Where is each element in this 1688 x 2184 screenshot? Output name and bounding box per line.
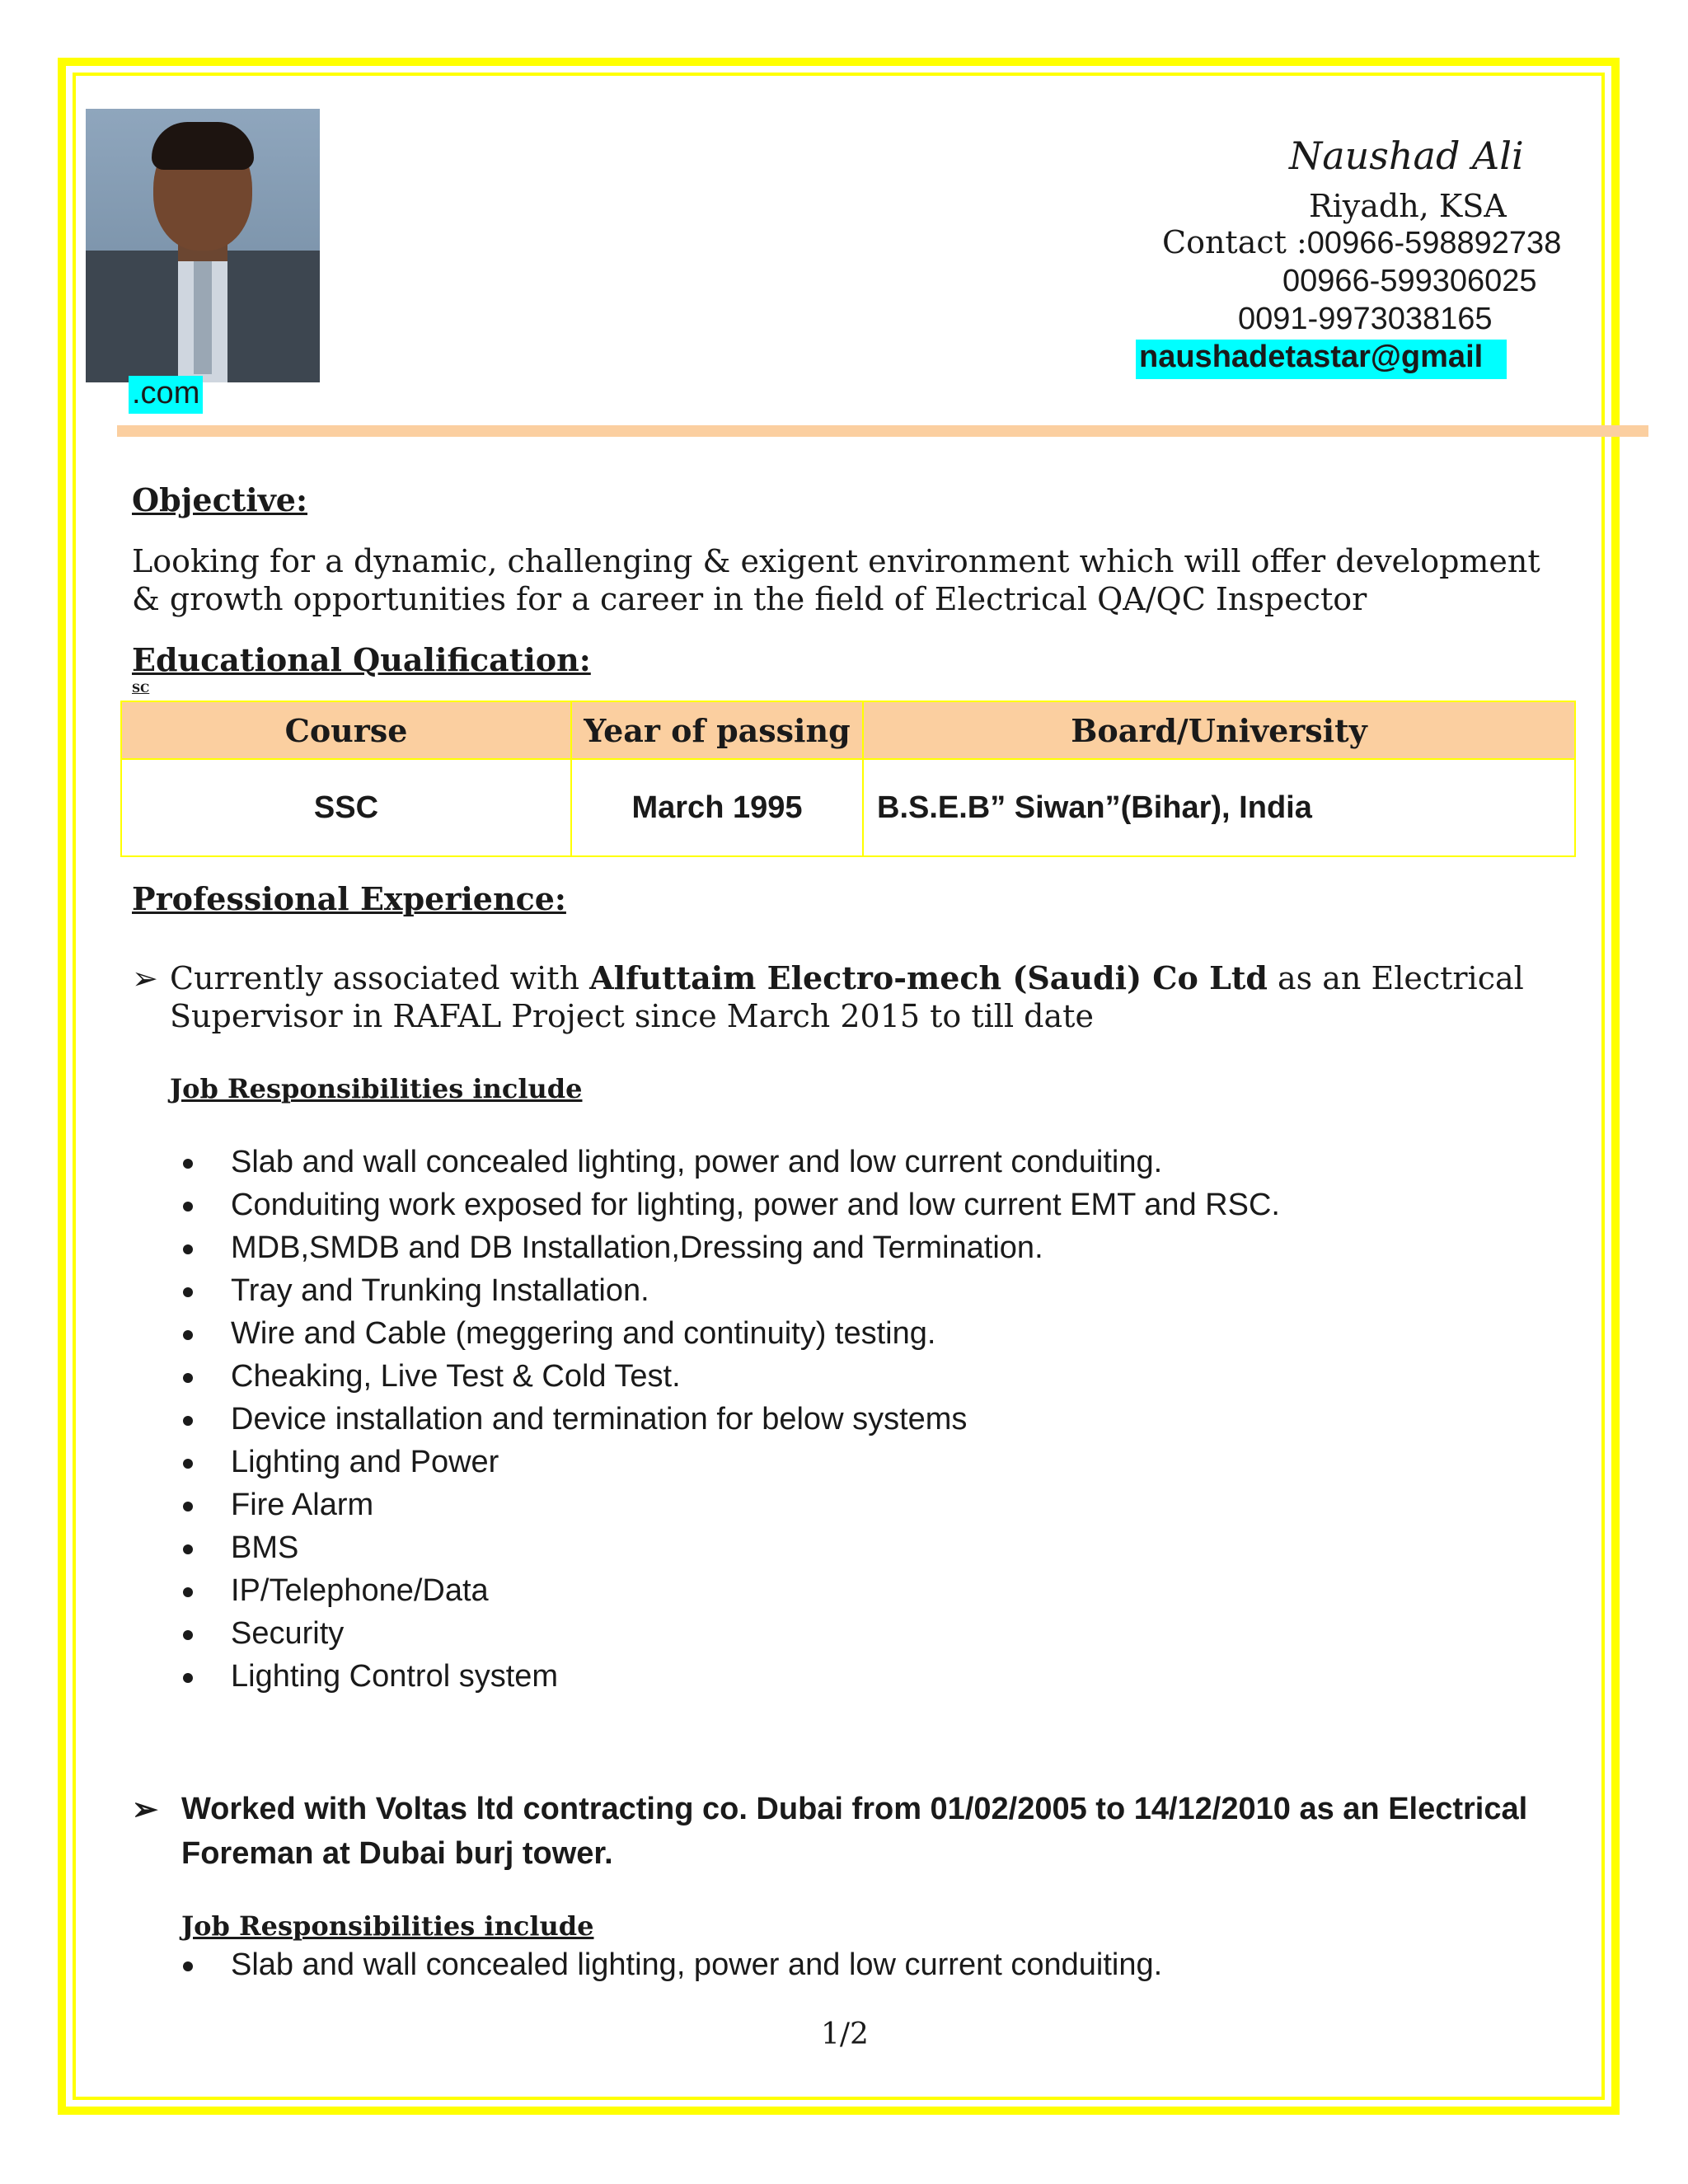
contact-label: Contact :	[1162, 224, 1307, 260]
education-tiny-label: SC	[132, 682, 150, 696]
list-item: Lighting and Power	[171, 1441, 1280, 1483]
page-number: 1/2	[821, 2018, 869, 2051]
arrow-bullet-icon: ➢	[132, 960, 158, 996]
list-item: MDB,SMDB and DB Installation,Dressing and Termination.	[171, 1226, 1280, 1269]
list-item: Device installation and termination for below systems	[171, 1398, 1280, 1441]
column-header-year: Year of passing	[571, 701, 863, 759]
column-header-board: Board/University	[863, 701, 1575, 759]
contact-phone-3: 0091-9973038165	[1238, 302, 1493, 336]
cell-course: SSC	[121, 759, 571, 856]
objective-text: Looking for a dynamic, challenging & exigent environment which will offer development & growth opportunities for a career in the field of Electrical QA/QC Inspector	[132, 543, 1540, 617]
job-1-summary	[132, 959, 1574, 1035]
list-item: Wire and Cable (meggering and continuity) testing.	[171, 1312, 1280, 1355]
list-item: Slab and wall concealed lighting, power and low current conduiting.	[171, 1141, 1280, 1183]
profile-photo	[86, 109, 320, 382]
arrow-bullet-icon: ➢	[132, 1790, 158, 1827]
email-part-1: naushadetastar@gmail	[1136, 340, 1507, 379]
list-item: Slab and wall concealed lighting, power and low current conduiting.	[171, 1943, 1162, 1986]
list-item: Fire Alarm	[171, 1483, 1280, 1526]
education-heading: Educational Qualification:	[132, 641, 591, 678]
header-divider	[117, 425, 1648, 437]
job-2-resp-heading: Job Responsibilities include	[181, 1910, 594, 1942]
job-1-prefix: Currently associated with	[170, 960, 590, 996]
job-2-text: Worked with Voltas ltd contracting co. Dubai from 01/02/2005 to 14/12/2010 as an Electrical Foreman at Dubai burj tower.	[181, 1792, 1528, 1871]
list-item: Conduiting work exposed for lighting, power and low current EMT and RSC.	[171, 1183, 1280, 1226]
job-1-company: Alfuttaim Electro-mech (Saudi) Co Ltd	[589, 959, 1268, 996]
job-2-summary	[132, 1787, 1582, 1876]
experience-heading: Professional Experience:	[132, 880, 566, 917]
job-1-resp-heading: Job Responsibilities include	[170, 1073, 583, 1104]
list-item: BMS	[171, 1526, 1280, 1569]
job-1-responsibilities	[171, 1141, 1280, 1698]
candidate-city: Riyadh, KSA	[1309, 188, 1507, 224]
education-table	[120, 701, 1576, 857]
job-2-responsibilities	[171, 1943, 1162, 1986]
table-header-row	[121, 701, 1575, 759]
contact-phone-1	[1162, 224, 1561, 261]
phone-number: 00966-598892738	[1306, 226, 1562, 260]
contact-phone-2: 00966-599306025	[1282, 264, 1537, 298]
email-part-2: .com	[129, 376, 203, 414]
objective-heading: Objective:	[132, 481, 308, 518]
cell-year: March 1995	[571, 759, 863, 856]
list-item: IP/Telephone/Data	[171, 1569, 1280, 1612]
list-item: Cheaking, Live Test & Cold Test.	[171, 1355, 1280, 1398]
cell-board: B.S.E.B” Siwan”(Bihar), India	[863, 759, 1575, 856]
list-item: Lighting Control system	[171, 1655, 1280, 1698]
list-item: Security	[171, 1612, 1280, 1655]
candidate-name: Naushad Ali	[1289, 134, 1524, 178]
table-row	[121, 759, 1575, 856]
column-header-course: Course	[121, 701, 571, 759]
list-item: Tray and Trunking Installation.	[171, 1269, 1280, 1312]
job-1-suffix: as an Electrical Supervisor in RAFAL Project since March 2015 to till date	[170, 960, 1524, 1034]
